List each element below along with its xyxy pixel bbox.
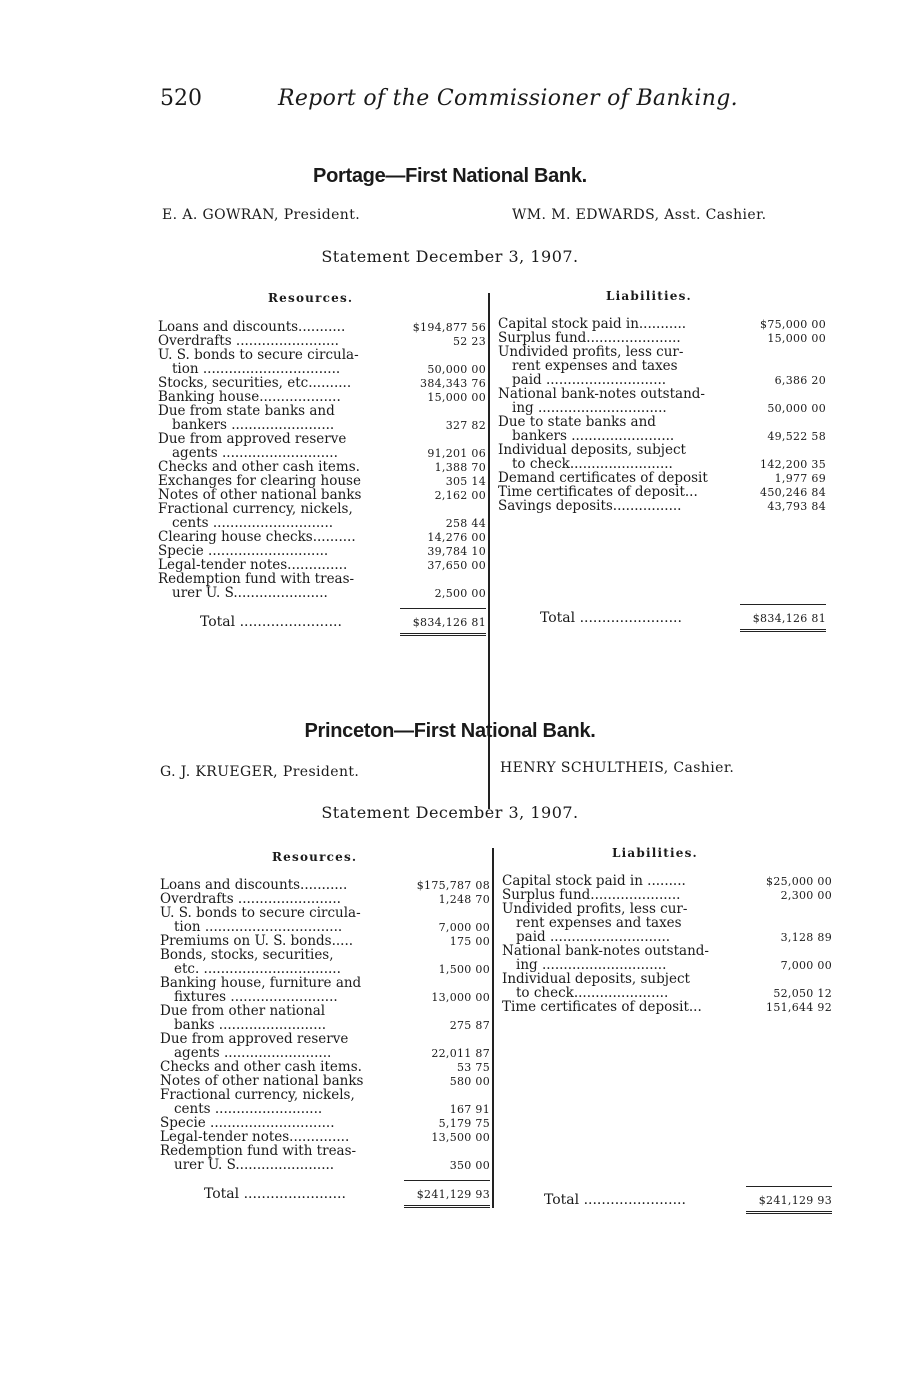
liabilities-item-label: Capital stock paid in ......... [502,874,686,888]
resources-item-label: Notes of other national banks [158,488,362,502]
liabilities-item-label: ing ............................. [516,958,667,972]
total-double-rule [400,633,486,636]
cashier-name: WM. M. EDWARDS, Asst. Cashier. [512,207,767,223]
liabilities-item-amount: 7,000 00 [780,959,832,972]
liabilities-item-label: bankers ........................ [512,429,675,443]
resources-item-amount: 167 91 [449,1103,490,1116]
liabilities-item-amount: $75,000 00 [760,318,826,331]
bank-title: Portage—First National Bank. [313,165,587,187]
liabilities-item-amount: 151,644 92 [766,1001,832,1014]
resources-item-amount: 350 00 [449,1159,490,1172]
liabilities-item-amount: 3,128 89 [780,931,832,944]
bank-statement-portage [0,165,900,630]
column-divider [492,848,494,1208]
bank-statement-princeton [0,720,900,1208]
resources-item-label: Redemption fund with treas- [160,1144,357,1158]
liabilities-item-label: ing .............................. [512,401,667,415]
resources-item-amount: 305 14 [445,475,486,488]
president-name: E. A. GOWRAN, President. [162,207,361,223]
resources-item-amount: 580 00 [449,1075,490,1088]
liabilities-item-amount: $25,000 00 [766,875,832,888]
liabilities-item-label: National bank-notes outstand- [498,387,705,401]
liabilities-total-label: Total ....................... [544,1192,686,1208]
liabilities-heading: Liabilities. [606,289,692,303]
resources-item-label: Banking house................... [158,390,341,404]
running-title: Report of the Commissioner of Banking. [278,86,738,111]
resources-total-label: Total ....................... [200,614,342,630]
resources-item-label: Fractional currency, nickels, [160,1088,355,1102]
resources-item-label: Due from other national [160,1004,326,1018]
cashier-name: HENRY SCHULTHEIS, Cashier. [500,760,735,776]
resources-item-amount: 1,500 00 [438,963,490,976]
resources-item-label: U. S. bonds to secure circula- [160,906,361,920]
liabilities-item-label: National bank-notes outstand- [502,944,709,958]
resources-item-amount: 39,784 10 [427,545,486,558]
resources-item-label: Loans and discounts........... [160,878,348,892]
resources-item-amount: 5,179 75 [438,1117,490,1130]
resources-item-label: agents ........................... [172,446,338,460]
resources-item-label: fixtures ......................... [174,990,338,1004]
resources-item-amount: 53 75 [457,1061,490,1074]
resources-item-label: Notes of other national banks [160,1074,364,1088]
liabilities-heading: Liabilities. [612,846,698,860]
resources-total-amount: $241,129 93 [416,1188,490,1201]
total-rule [740,604,826,605]
resources-item-label: Legal-tender notes.............. [158,558,348,572]
resources-item-amount: 1,248 70 [438,893,490,906]
liabilities-item-label: Time certificates of deposit... [502,1000,702,1014]
resources-item-amount: $175,787 08 [416,879,490,892]
resources-item-amount: 50,000 00 [427,363,486,376]
liabilities-item-amount: 15,000 00 [767,332,826,345]
resources-item-amount: 7,000 00 [438,921,490,934]
resources-item-label: Specie ............................ [158,544,329,558]
page-number: 520 [160,86,202,111]
liabilities-item-amount: 49,522 58 [767,430,826,443]
liabilities-item-label: Savings deposits................ [498,499,682,513]
resources-item-label: Due from approved reserve [160,1032,349,1046]
resources-item-label: Fractional currency, nickels, [158,502,353,516]
resources-item-label: Loans and discounts........... [158,320,346,334]
resources-item-label: Overdrafts ........................ [158,334,339,348]
resources-item-amount: 13,000 00 [431,991,490,1004]
total-rule [400,608,486,609]
resources-item-amount: 2,162 00 [434,489,486,502]
resources-item-label: urer U. S....................... [174,1158,335,1172]
total-double-rule [746,1211,832,1214]
resources-item-label: U. S. bonds to secure circula- [158,348,359,362]
liabilities-item-amount: 2,300 00 [780,889,832,902]
resources-item-label: Bonds, stocks, securities, [160,948,334,962]
liabilities-item-amount: 6,386 20 [774,374,826,387]
resources-item-amount: 37,650 00 [427,559,486,572]
resources-item-label: cents ......................... [174,1102,323,1116]
statement-date: Statement December 3, 1907. [321,247,579,266]
resources-item-label: Banking house, furniture and [160,976,362,990]
resources-item-amount: 91,201 06 [427,447,486,460]
resources-item-label: Legal-tender notes.............. [160,1130,350,1144]
liabilities-item-label: paid ............................ [512,373,667,387]
liabilities-item-label: paid ............................ [516,930,671,944]
total-rule [746,1186,832,1187]
liabilities-item-label: Surplus fund..................... [502,888,681,902]
liabilities-item-label: Due to state banks and [498,415,656,429]
resources-item-label: bankers ........................ [172,418,335,432]
resources-item-label: Due from state banks and [158,404,335,418]
resources-item-label: Premiums on U. S. bonds..... [160,934,354,948]
liabilities-item-amount: 450,246 84 [760,486,826,499]
resources-total-amount: $834,126 81 [412,616,486,629]
resources-item-label: banks ......................... [174,1018,327,1032]
resources-heading: Resources. [268,291,354,305]
resources-item-label: cents ............................ [172,516,334,530]
resources-item-label: Stocks, securities, etc.......... [158,376,352,390]
resources-item-amount: 384,343 76 [420,377,486,390]
bank-title: Princeton—First National Bank. [304,720,596,742]
resources-item-amount: 13,500 00 [431,1131,490,1144]
resources-item-label: Overdrafts ........................ [160,892,341,906]
liabilities-total-amount: $241,129 93 [758,1194,832,1207]
resources-item-label: Redemption fund with treas- [158,572,355,586]
liabilities-item-label: Individual deposits, subject [502,972,690,986]
liabilities-item-amount: 52,050 12 [773,987,832,1000]
resources-item-label: Clearing house checks.......... [158,530,356,544]
total-double-rule [740,629,826,632]
resources-item-label: tion ................................ [174,920,343,934]
liabilities-item-amount: 50,000 00 [767,402,826,415]
resources-item-amount: 2,500 00 [434,587,486,600]
resources-item-label: Checks and other cash items. [158,460,360,474]
liabilities-item-label: to check........................ [512,457,673,471]
liabilities-item-label: Capital stock paid in........... [498,317,687,331]
resources-item-amount: 22,011 87 [431,1047,490,1060]
liabilities-item-amount: 1,977 69 [774,472,826,485]
resources-heading: Resources. [272,850,358,864]
resources-item-amount: 275 87 [449,1019,490,1032]
resources-item-label: Exchanges for clearing house [158,474,361,488]
liabilities-item-label: rent expenses and taxes [512,359,678,373]
resources-item-label: Due from approved reserve [158,432,347,446]
liabilities-item-label: to check...................... [516,986,669,1000]
resources-item-amount: 1,388 70 [434,461,486,474]
total-rule [404,1180,490,1181]
resources-item-label: Specie ............................. [160,1116,335,1130]
resources-item-label: Checks and other cash items. [160,1060,362,1074]
statement-date: Statement December 3, 1907. [321,803,579,822]
liabilities-item-amount: 142,200 35 [760,458,826,471]
liabilities-item-label: Time certificates of deposit... [498,485,698,499]
liabilities-item-label: Undivided profits, less cur- [498,345,684,359]
resources-item-amount: 258 44 [445,517,486,530]
resources-item-label: urer U. S...................... [172,586,328,600]
resources-item-amount: 14,276 00 [427,531,486,544]
liabilities-item-label: rent expenses and taxes [516,916,682,930]
total-double-rule [404,1205,490,1208]
resources-item-amount: $194,877 56 [412,321,486,334]
page-header [160,86,760,111]
resources-item-label: etc. ................................ [174,962,341,976]
liabilities-item-label: Demand certificates of deposit [498,471,708,485]
resources-item-label: tion ................................ [172,362,341,376]
resources-item-amount: 52 23 [453,335,486,348]
liabilities-item-label: Surplus fund...................... [498,331,681,345]
resources-total-label: Total ....................... [204,1186,346,1202]
liabilities-item-label: Individual deposits, subject [498,443,686,457]
resources-item-amount: 327 82 [445,419,486,432]
liabilities-total-label: Total ....................... [540,610,682,626]
liabilities-total-amount: $834,126 81 [752,612,826,625]
resources-item-amount: 175 00 [449,935,490,948]
resources-item-amount: 15,000 00 [427,391,486,404]
liabilities-item-amount: 43,793 84 [767,500,826,513]
resources-item-label: agents ......................... [174,1046,332,1060]
president-name: G. J. KRUEGER, President. [160,764,360,780]
liabilities-item-label: Undivided profits, less cur- [502,902,688,916]
